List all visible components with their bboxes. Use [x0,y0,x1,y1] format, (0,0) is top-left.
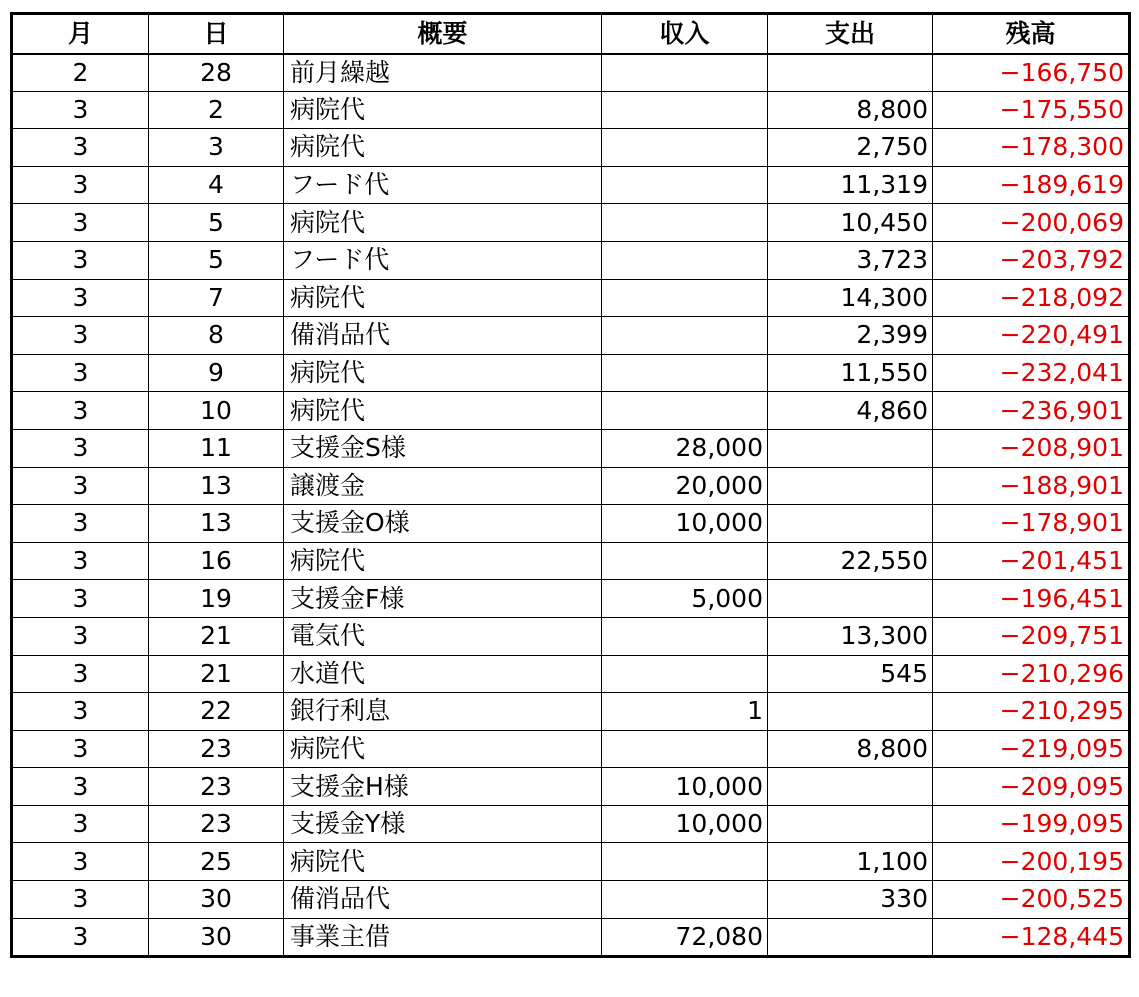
cell-balance: −210,296 [933,655,1130,693]
table-row [12,805,1130,843]
cell-month: 3 [12,91,149,129]
cell-day: 23 [149,805,284,843]
cell-expense [768,805,933,843]
cell-month: 3 [12,617,149,655]
cell-description: 病院代 [284,279,602,317]
cell-income: 20,000 [602,467,768,505]
cell-balance: −219,095 [933,730,1130,768]
cell-balance: −178,901 [933,505,1130,543]
table-row [12,166,1130,204]
cell-description: フード代 [284,241,602,279]
cell-expense: 14,300 [768,279,933,317]
cell-balance: −200,069 [933,204,1130,242]
cell-month: 3 [12,166,149,204]
cell-month: 3 [12,693,149,731]
cell-income [602,54,768,92]
table-row [12,317,1130,355]
cell-description: 備消品代 [284,881,602,919]
cell-expense: 11,550 [768,354,933,392]
cell-balance: −208,901 [933,429,1130,467]
header-income: 収入 [602,14,768,54]
table-row [12,392,1130,430]
cell-month: 3 [12,655,149,693]
header-balance: 残高 [933,14,1130,54]
cell-expense [768,580,933,618]
cell-expense [768,505,933,543]
table-row [12,580,1130,618]
cell-day: 4 [149,166,284,204]
header-day: 日 [149,14,284,54]
cell-description: 支援金O様 [284,505,602,543]
cell-expense [768,918,933,956]
table-row [12,204,1130,242]
cell-income [602,241,768,279]
cell-month: 3 [12,768,149,806]
cell-day: 21 [149,655,284,693]
cell-income: 10,000 [602,505,768,543]
cell-month: 3 [12,354,149,392]
cell-expense: 330 [768,881,933,919]
cell-day: 16 [149,542,284,580]
cell-day: 13 [149,505,284,543]
cell-month: 3 [12,505,149,543]
cell-income [602,166,768,204]
cell-day: 28 [149,54,284,92]
cell-day: 2 [149,91,284,129]
cell-balance: −199,095 [933,805,1130,843]
cell-income: 72,080 [602,918,768,956]
cell-balance: −201,451 [933,542,1130,580]
cell-description: フード代 [284,166,602,204]
cell-balance: −203,792 [933,241,1130,279]
cell-income [602,617,768,655]
cell-month: 3 [12,542,149,580]
cell-description: 事業主借 [284,918,602,956]
cell-description: 病院代 [284,129,602,167]
table-row [12,542,1130,580]
table-row [12,467,1130,505]
cell-month: 3 [12,279,149,317]
table-row [12,843,1130,881]
cell-month: 3 [12,843,149,881]
cell-expense: 2,399 [768,317,933,355]
table-row [12,91,1130,129]
cell-balance: −209,751 [933,617,1130,655]
cell-month: 3 [12,730,149,768]
cell-description: 支援金F様 [284,580,602,618]
cell-description: 病院代 [284,542,602,580]
cell-day: 7 [149,279,284,317]
cell-day: 23 [149,730,284,768]
cell-income [602,881,768,919]
cell-description: 病院代 [284,392,602,430]
cell-expense: 2,750 [768,129,933,167]
table-row [12,693,1130,731]
cell-balance: −236,901 [933,392,1130,430]
cell-description: 支援金H様 [284,768,602,806]
table-header [12,14,1130,54]
cell-description: 水道代 [284,655,602,693]
cell-balance: −188,901 [933,467,1130,505]
cell-day: 5 [149,241,284,279]
cell-income [602,129,768,167]
table-row [12,768,1130,806]
cell-expense: 11,319 [768,166,933,204]
table-row [12,241,1130,279]
table-row [12,881,1130,919]
cell-description: 前月繰越 [284,54,602,92]
cell-description: 病院代 [284,843,602,881]
cell-income [602,655,768,693]
cell-balance: −128,445 [933,918,1130,956]
cell-description: 電気代 [284,617,602,655]
cell-description: 病院代 [284,204,602,242]
cell-income [602,317,768,355]
cell-expense: 1,100 [768,843,933,881]
cell-balance: −200,195 [933,843,1130,881]
cell-day: 5 [149,204,284,242]
cell-month: 3 [12,392,149,430]
cell-balance: −196,451 [933,580,1130,618]
cell-income: 1 [602,693,768,731]
cell-day: 9 [149,354,284,392]
cell-income [602,354,768,392]
cell-description: 支援金Y様 [284,805,602,843]
cell-day: 19 [149,580,284,618]
cell-day: 22 [149,693,284,731]
cell-day: 11 [149,429,284,467]
cell-expense [768,54,933,92]
cell-expense: 8,800 [768,730,933,768]
cell-balance: −220,491 [933,317,1130,355]
cell-balance: −175,550 [933,91,1130,129]
header-description: 概要 [284,14,602,54]
table-row [12,354,1130,392]
cell-month: 3 [12,918,149,956]
table-row [12,279,1130,317]
cell-expense: 13,300 [768,617,933,655]
cell-month: 3 [12,317,149,355]
cell-balance: −232,041 [933,354,1130,392]
cell-day: 30 [149,881,284,919]
cell-month: 3 [12,805,149,843]
cell-month: 2 [12,54,149,92]
cell-month: 3 [12,467,149,505]
cell-expense: 3,723 [768,241,933,279]
cell-description: 譲渡金 [284,467,602,505]
header-month: 月 [12,14,149,54]
cell-balance: −218,092 [933,279,1130,317]
cell-income [602,279,768,317]
cell-income: 5,000 [602,580,768,618]
cell-description: 病院代 [284,91,602,129]
cell-expense: 10,450 [768,204,933,242]
cell-day: 25 [149,843,284,881]
ledger-table [10,12,1131,958]
cell-day: 23 [149,768,284,806]
cell-balance: −189,619 [933,166,1130,204]
cell-month: 3 [12,881,149,919]
cell-month: 3 [12,580,149,618]
table-row [12,505,1130,543]
cell-balance: −178,300 [933,129,1130,167]
cell-description: 病院代 [284,730,602,768]
cell-expense [768,693,933,731]
cell-income [602,392,768,430]
cell-balance: −210,295 [933,693,1130,731]
header-row [12,14,1130,54]
cell-income [602,843,768,881]
cell-day: 10 [149,392,284,430]
cell-month: 3 [12,241,149,279]
cell-income [602,91,768,129]
header-expense: 支出 [768,14,933,54]
cell-month: 3 [12,129,149,167]
cell-income: 10,000 [602,768,768,806]
cell-day: 21 [149,617,284,655]
table-row [12,730,1130,768]
cell-balance: −209,095 [933,768,1130,806]
table-body [12,54,1130,957]
cell-description: 銀行利息 [284,693,602,731]
cell-expense [768,429,933,467]
cell-expense [768,768,933,806]
cell-expense: 545 [768,655,933,693]
cell-description: 備消品代 [284,317,602,355]
cell-expense: 8,800 [768,91,933,129]
cell-income: 10,000 [602,805,768,843]
table-row [12,429,1130,467]
cell-day: 8 [149,317,284,355]
cell-income [602,730,768,768]
table-row [12,918,1130,956]
cell-balance: −166,750 [933,54,1130,92]
cell-day: 13 [149,467,284,505]
cell-expense: 4,860 [768,392,933,430]
table-row [12,129,1130,167]
cell-income [602,542,768,580]
cell-day: 30 [149,918,284,956]
table-row [12,617,1130,655]
table-row [12,54,1130,92]
cell-income [602,204,768,242]
cell-balance: −200,525 [933,881,1130,919]
table-row [12,655,1130,693]
cell-month: 3 [12,429,149,467]
cell-day: 3 [149,129,284,167]
cell-month: 3 [12,204,149,242]
cell-income: 28,000 [602,429,768,467]
cell-expense: 22,550 [768,542,933,580]
cell-description: 病院代 [284,354,602,392]
cell-expense [768,467,933,505]
cell-description: 支援金S様 [284,429,602,467]
